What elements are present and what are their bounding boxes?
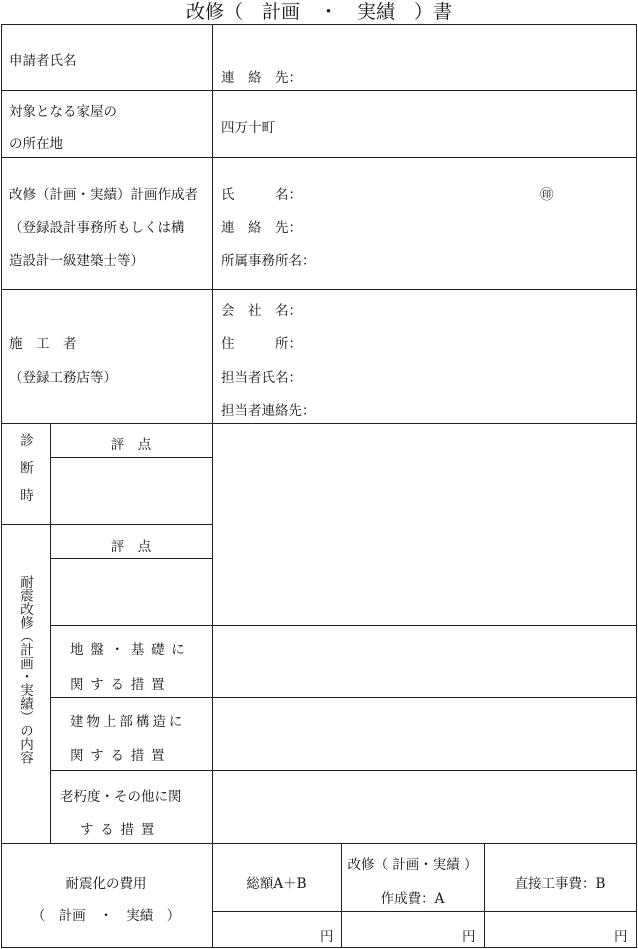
property-location-value: 四万十町 [221,120,275,136]
planner-name-label: 氏 名： [221,187,302,203]
applicant-contact-label: 連 絡 先： [221,70,302,86]
direct-cost-unit: 円 [614,929,628,945]
plan-cost-unit: 円 [462,929,476,945]
foundation-label-line1: 地盤・基礎に [70,642,192,658]
total-cost-label: 総額A＋B [246,876,307,892]
contractor-label-line2: （登録工務店等） [9,370,117,386]
plan-cost-label-line2: 作成費：A [380,891,445,907]
structure-label-line2: 関する措置 [70,748,172,764]
planner-label-line2: （登録設計事務所もしくは構 [9,220,185,236]
aging-label-line2: する措置 [80,822,161,838]
contractor-company-label: 会 社 名： [221,303,302,319]
planner-label-line3: 造設計一級建築士等） [9,253,144,269]
retrofit-score-label: 評 点 [110,539,152,555]
document-title: 改修（ 計画 ・ 実績 ）書 [185,1,452,23]
property-label-line2: の所在地 [9,136,63,152]
direct-cost-label: 直接工事費：B [514,876,606,892]
contractor-label-line1: 施 工 者 [9,336,77,352]
contractor-person-label: 担当者氏名： [221,370,302,386]
diagnosis-score-label: 評 点 [110,437,152,453]
diagnosis-side-label: 診断時 [17,433,33,516]
structure-label-line1: 建物上部構造に [70,714,186,730]
planner-office-label: 所属事務所名： [221,253,316,269]
seal-mark: ㊞ [540,187,554,203]
cost-label-line2: （ 計画 ・ 実績 ） [31,908,181,924]
planner-contact-label: 連 絡 先： [221,220,302,236]
aging-label-line1: 老朽度・その他に関 [60,789,182,805]
contractor-address-label: 住 所： [221,336,302,352]
cost-label-line1: 耐震化の費用 [65,876,147,892]
total-cost-unit: 円 [320,929,334,945]
contractor-person-contact-label: 担当者連絡先： [221,403,316,419]
applicant-name-label: 申請者氏名 [9,53,77,69]
property-label-line1: 対象となる家屋の [9,104,117,120]
foundation-label-line2: 関する措置 [70,677,172,693]
retrofit-side-label: 耐震改修（計画・実績）の内容 [17,575,33,764]
plan-cost-label-line1: 改修（ 計画・実績 ） [347,857,478,873]
planner-label-line1: 改修（計画・実績）計画作成者 [9,187,198,203]
